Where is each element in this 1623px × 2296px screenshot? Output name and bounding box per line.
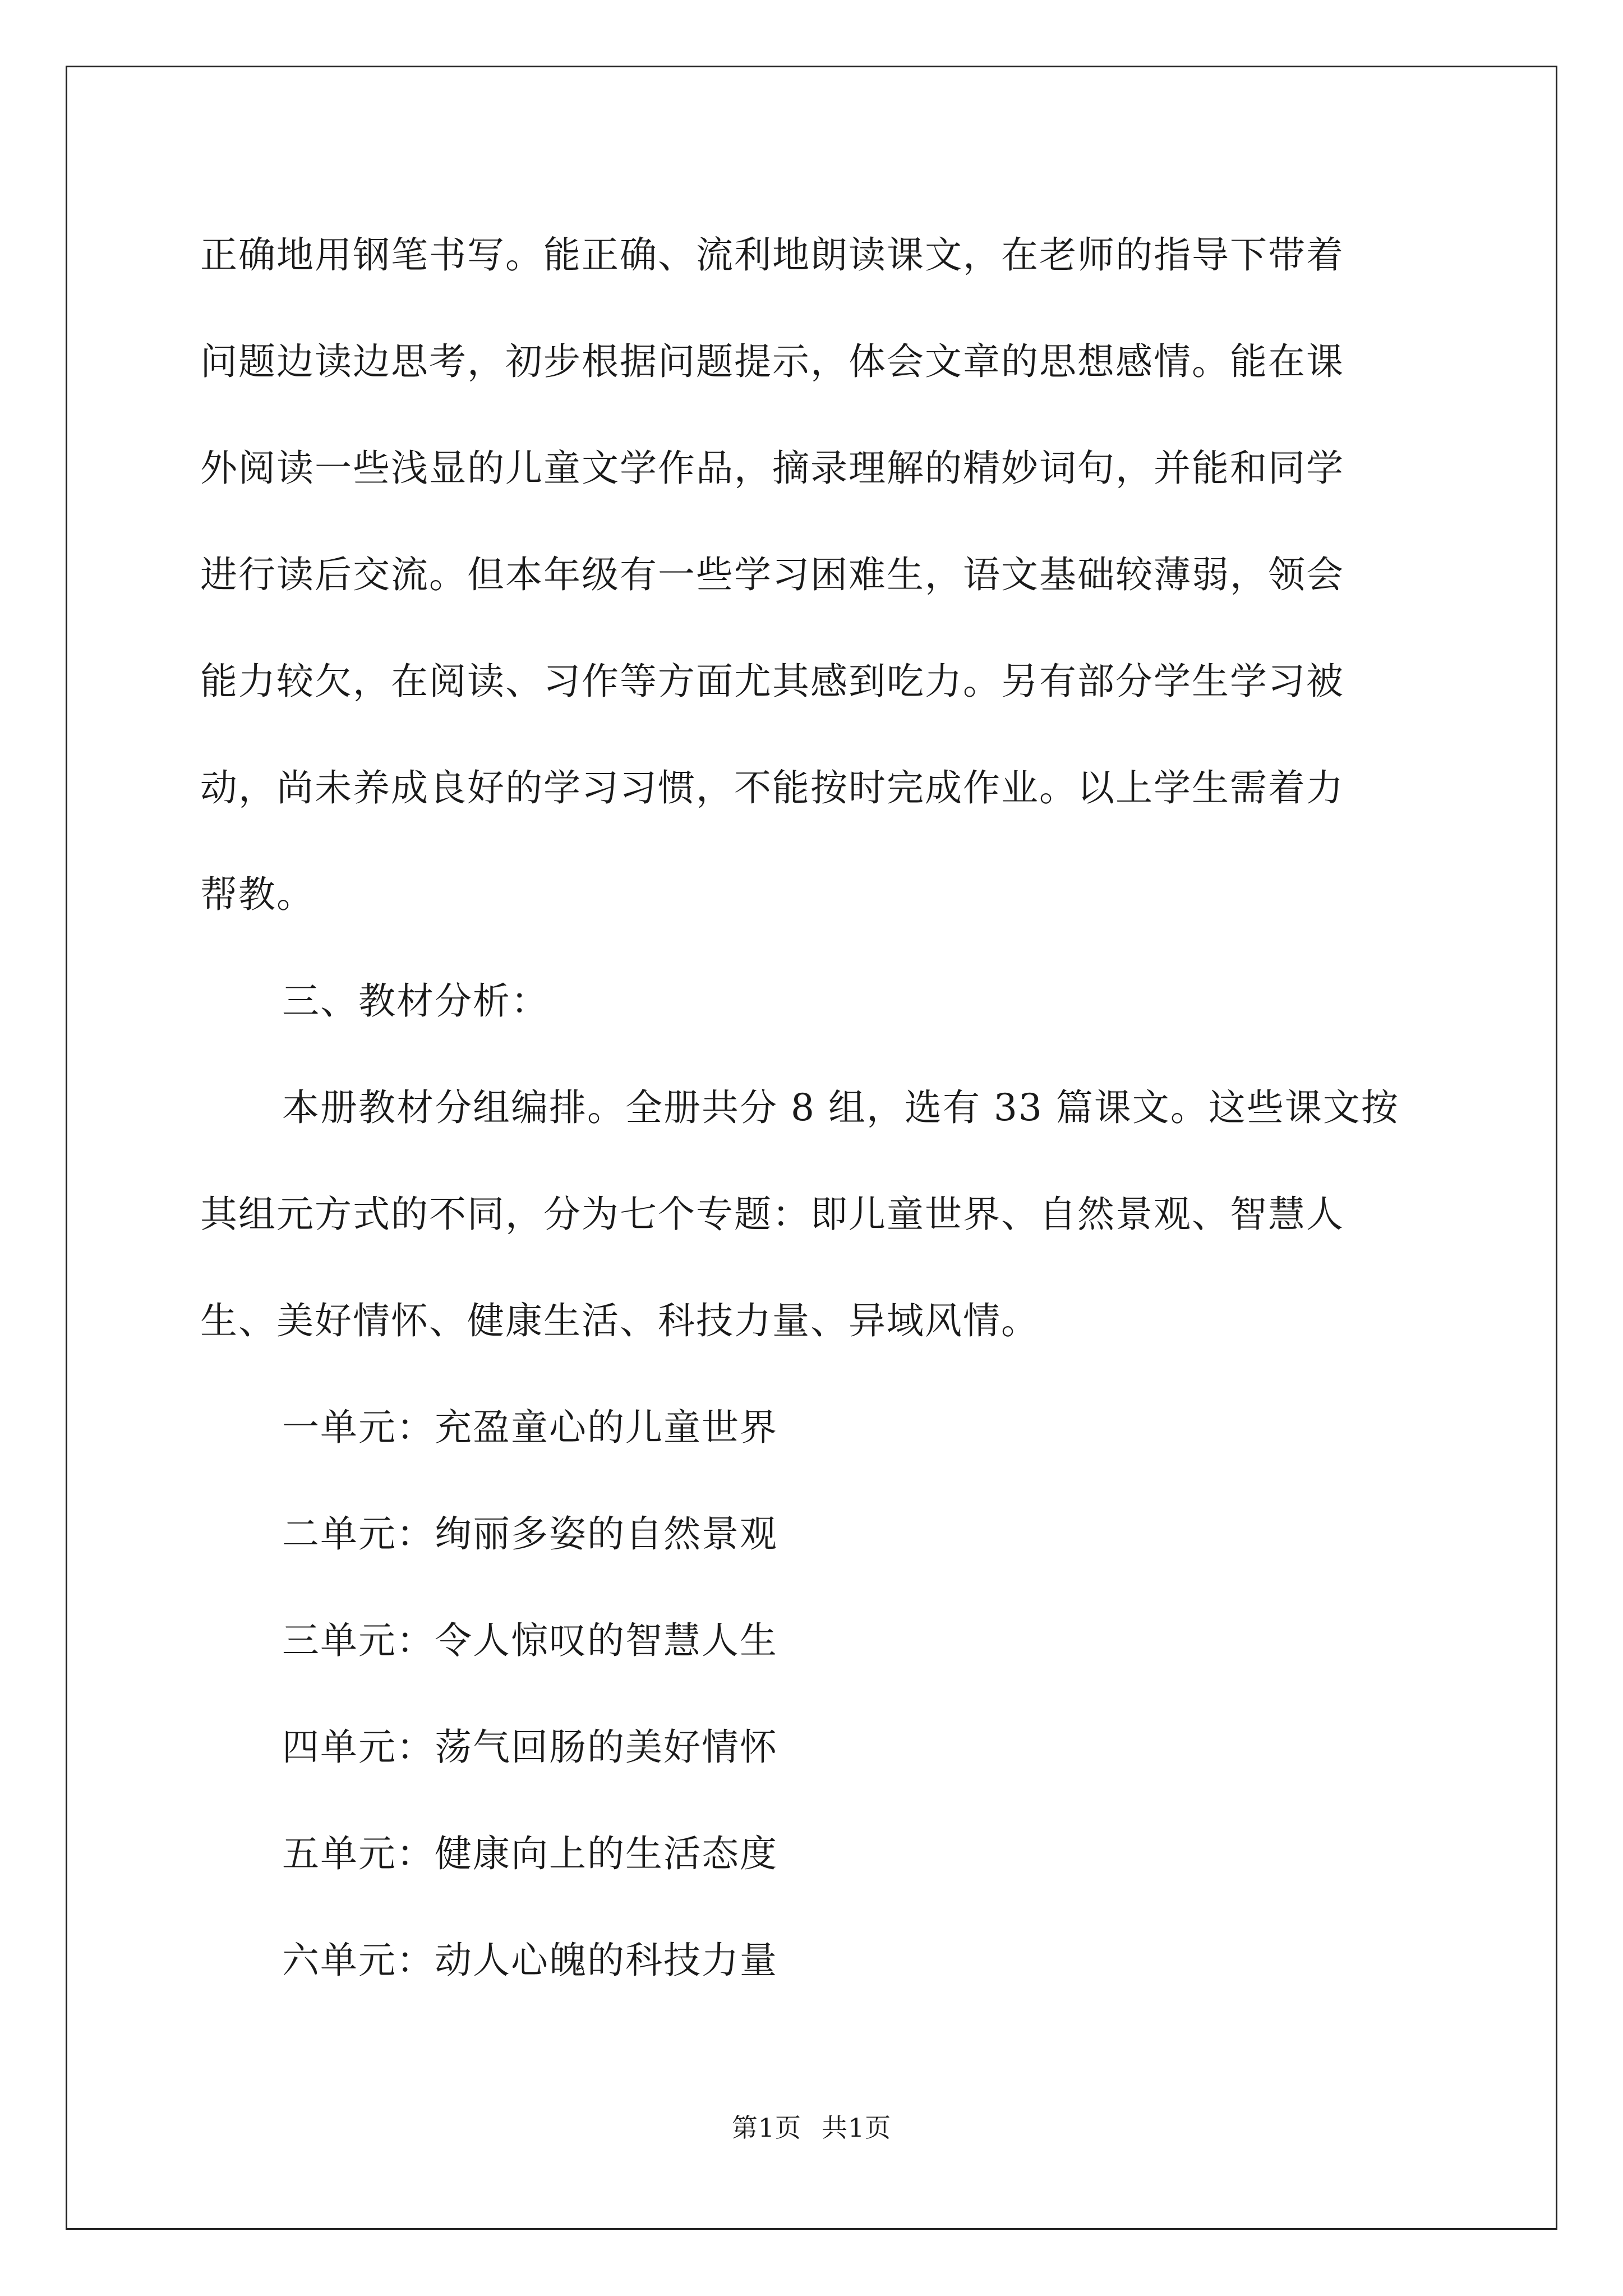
unit-item-4	[200, 1694, 1428, 1801]
heading-text: 三、教材分析：	[282, 979, 549, 1023]
text-line: 问题边读边思考，初步根据问题提示，体会文章的思想感情。能在课	[200, 340, 1344, 383]
unit-text: 五单元：健康向上的生活态度	[282, 1832, 778, 1875]
page-number: 第1页	[731, 2113, 801, 2143]
text-line: 进行读后交流。但本年级有一些学习困难生，语文基础较薄弱，领会	[200, 553, 1344, 596]
unit-item-2	[200, 1481, 1428, 1588]
text-line: 动，尚未养成良好的学习习惯，不能按时完成作业。以上学生需着力	[200, 766, 1344, 809]
text-line: 能力较欠，在阅读、习作等方面尤其感到吃力。另有部分学生学习被	[200, 660, 1344, 703]
text-line: 本册教材分组编排。全册共分 8 组，选有 33 篇课文。这些课文按	[282, 1086, 1399, 1129]
unit-text: 四单元：荡气回肠的美好情怀	[282, 1726, 778, 1769]
text-line: 帮教。	[200, 873, 315, 916]
section-heading-textbook-analysis	[200, 948, 1428, 1055]
page-total: 共1页	[822, 2113, 892, 2143]
unit-text: 六单元：动人心魄的科技力量	[282, 1939, 778, 1982]
text-line: 正确地用钢笔书写。能正确、流利地朗读课文，在老师的指导下带着	[200, 233, 1344, 277]
unit-text: 一单元：充盈童心的儿童世界	[282, 1406, 778, 1449]
paragraph-student-analysis	[200, 202, 1428, 948]
text-line: 其组元方式的不同，分为七个专题：即儿童世界、自然景观、智慧人	[200, 1193, 1344, 1236]
document-body	[200, 202, 1428, 2014]
page-footer	[0, 2111, 1623, 2145]
unit-item-5	[200, 1801, 1428, 1907]
unit-text: 二单元：绚丽多姿的自然景观	[282, 1512, 778, 1556]
paragraph-textbook-overview	[200, 1055, 1428, 1374]
text-line: 生、美好情怀、健康生活、科技力量、异域风情。	[200, 1299, 1039, 1342]
unit-item-3	[200, 1588, 1428, 1694]
unit-item-1	[200, 1374, 1428, 1481]
text-line: 外阅读一些浅显的儿童文学作品，摘录理解的精妙词句，并能和同学	[200, 447, 1344, 490]
unit-text: 三单元：令人惊叹的智慧人生	[282, 1619, 778, 1662]
unit-item-6	[200, 1907, 1428, 2014]
